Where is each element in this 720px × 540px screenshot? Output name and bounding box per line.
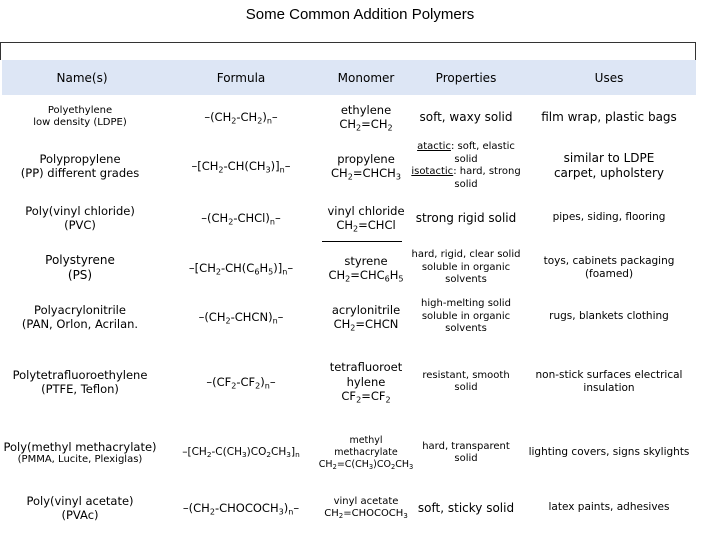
name-line: (PP) different grades	[20, 166, 140, 180]
formula-text: $-(CH_2-CH_2)_n-$	[204, 109, 278, 126]
uses-line: similar to LDPE	[563, 151, 655, 165]
name-line: (PTFE, Teflon)	[41, 382, 119, 396]
formula-text: $-(CH_2-CHCN)_n-$	[198, 309, 284, 326]
property-line: isotactic: hard, strong solid	[411, 166, 521, 190]
formula-text: $-[CH_2-CH(C_6H_5)]_n-$	[188, 260, 294, 277]
uses: toys, cabinets packaging (foamed)	[543, 254, 675, 280]
monomer	[322, 352, 410, 412]
properties: strong rigid solid	[415, 210, 517, 225]
properties: soft, sticky solid	[417, 500, 515, 515]
polymer-formula	[160, 293, 322, 341]
polymer-name	[0, 140, 160, 192]
name-line: Polytetrafluoroethylene	[12, 367, 148, 382]
table-row	[0, 196, 696, 240]
name-line: (PMMA, Lucite, Plexiglas)	[17, 453, 143, 465]
formula-text: $-(CH_2-CHOCOCH_3)_n-$	[182, 500, 300, 517]
uses: rugs, blankets clothing	[549, 310, 669, 323]
properties: soft, waxy solid	[419, 109, 513, 124]
name-line: Polystyrene	[45, 253, 115, 267]
header-formula: Formula	[216, 70, 266, 85]
polymer-name	[0, 486, 160, 530]
monomer-formula: $CH_2=C(CH_3)CO_2CH_3$	[318, 458, 414, 471]
monomer-name: vinyl acetate	[333, 495, 399, 507]
table-row	[0, 420, 696, 486]
monomer	[322, 486, 410, 530]
table-header	[2, 60, 696, 95]
table-row	[0, 244, 696, 292]
polymer-name	[0, 244, 160, 292]
monomer-formula: $CH_2=CHCl$	[336, 218, 396, 234]
polymer-name	[0, 293, 160, 341]
polymer-formula	[160, 486, 322, 530]
monomer-name: vinyl chloride	[327, 203, 405, 218]
name-line: (PS)	[67, 268, 93, 282]
monomer	[322, 293, 410, 341]
properties: hard, rigid, clear solid soluble in organic solvents	[411, 249, 521, 286]
polymer-formula	[160, 420, 322, 486]
uses: pipes, siding, flooring	[552, 211, 666, 224]
uses: latex paints, adhesives	[548, 501, 670, 514]
table-row	[0, 96, 696, 138]
header-monomer: Monomer	[337, 70, 395, 85]
name-line: (PVC)	[64, 218, 96, 232]
polymer-formula	[160, 352, 322, 412]
name-line: Poly(vinyl acetate)	[26, 493, 134, 508]
uses: lighting covers, signs skylights	[528, 446, 690, 459]
polymer-formula	[160, 140, 322, 192]
name-line: (PVAc)	[61, 508, 99, 522]
polymer-name	[0, 352, 160, 412]
monomer	[318, 420, 414, 486]
uses-line: carpet, upholstery	[553, 166, 665, 180]
monomer-name: ethylene	[340, 102, 392, 117]
monomer	[322, 244, 410, 292]
properties: resistant, smooth solid	[422, 369, 510, 393]
uses: film wrap, plastic bags	[541, 109, 677, 124]
monomer	[322, 96, 410, 138]
polymer-name	[0, 196, 160, 240]
header-properties: Properties	[435, 70, 497, 85]
name-line: Polyacrylonitrile	[34, 302, 126, 317]
monomer	[322, 140, 410, 192]
polymer-name	[0, 96, 160, 138]
formula-text: $-(CF_2-CF_2)_n-$	[206, 374, 276, 391]
name-line: low density (LDPE)	[33, 117, 127, 128]
formula-text: $-[CH_2-C(CH_3)CO_2CH_3]_n$	[182, 446, 300, 460]
property-line: atactic: soft, elastic solid	[417, 141, 515, 165]
monomer-formula: $CH_2=CHCN$	[333, 317, 399, 333]
formula-text: $-(CH_2-CHCl)_n-$	[201, 210, 281, 227]
name-line: Polypropylene	[39, 151, 121, 166]
formula-text: $-[CH_2-CH(CH_3)]_n-$	[191, 158, 291, 175]
monomer-name: methyl methacrylate	[334, 435, 398, 459]
polymer-formula	[160, 196, 322, 240]
name-line: Poly(methyl methacrylate)	[3, 439, 157, 454]
polymer-formula	[160, 244, 322, 292]
divider	[322, 241, 402, 242]
header-name: Name(s)	[56, 70, 108, 85]
monomer-formula: $CH_2=CHC_6H_5$	[328, 268, 404, 284]
monomer-name: tetrafluoroet hylene	[329, 360, 403, 389]
properties: hard, transparent solid	[422, 440, 510, 464]
properties: high-melting solid soluble in organic solvents	[421, 298, 511, 335]
header-uses: Uses	[594, 70, 624, 85]
uses: non-stick surfaces electrical insulation	[535, 368, 683, 394]
monomer-formula: $CH_2=CHOCOCH_3$	[324, 508, 408, 521]
table-frame	[0, 42, 696, 60]
monomer-formula: $CH_2=CH_2$	[339, 117, 393, 133]
monomer-name: acrylonitrile	[331, 302, 401, 317]
properties	[410, 140, 522, 192]
monomer	[322, 196, 410, 240]
table-row	[0, 486, 696, 530]
page-title: Some Common Addition Polymers	[245, 6, 475, 23]
table-row	[0, 140, 696, 192]
table-row	[0, 352, 696, 412]
monomer-name: styrene	[344, 253, 388, 268]
name-line: Polyethylene	[47, 104, 113, 116]
table-row	[0, 293, 696, 341]
name-line: (PAN, Orlon, Acrilan.	[21, 317, 139, 331]
monomer-formula: $CF_2=CF_2$	[341, 389, 391, 405]
monomer-name: propylene	[337, 151, 395, 166]
polymer-name	[0, 420, 160, 486]
polymer-formula	[160, 96, 322, 138]
uses	[522, 140, 696, 192]
name-line: Poly(vinyl chloride)	[25, 203, 135, 218]
monomer-formula: $CH_2=CHCH_3$	[331, 166, 401, 182]
